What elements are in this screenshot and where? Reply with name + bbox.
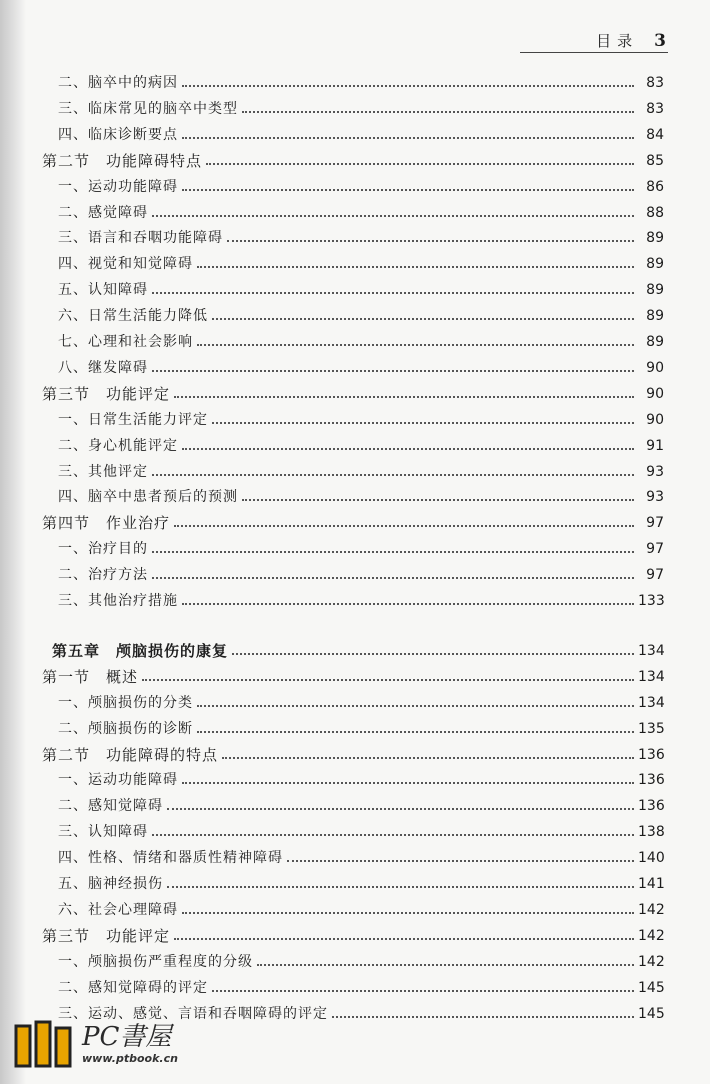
dot-leader bbox=[182, 448, 634, 450]
toc-entry bbox=[0, 819, 664, 841]
toc-entry bbox=[0, 433, 664, 455]
toc-entry-title: 三、其他评定 bbox=[58, 463, 148, 480]
toc-entry-page: 86 bbox=[646, 178, 664, 195]
toc-entry bbox=[0, 174, 664, 196]
dot-leader bbox=[152, 292, 634, 294]
toc-entry-title: 第二节 功能障碍的特点 bbox=[42, 745, 219, 764]
toc-entry-title: 一、颅脑损伤严重程度的分级 bbox=[58, 953, 253, 970]
dot-leader bbox=[182, 137, 634, 139]
toc-entry bbox=[0, 122, 664, 144]
toc-entry-title: 第四节 作业治疗 bbox=[42, 514, 171, 533]
toc-entry-title: 六、日常生活能力降低 bbox=[58, 308, 208, 325]
toc-entry-page: 89 bbox=[646, 308, 664, 325]
toc-entry-title: 第三节 功能评定 bbox=[42, 384, 171, 403]
toc-entry-page: 134 bbox=[638, 668, 665, 685]
dot-leader bbox=[287, 860, 634, 862]
toc-entry-title: 二、感觉障碍 bbox=[58, 204, 148, 221]
toc-entry-page: 145 bbox=[638, 1005, 665, 1022]
toc-entry-page: 97 bbox=[646, 541, 664, 558]
toc-entry-title: 四、性格、情绪和器质性精神障碍 bbox=[58, 850, 283, 867]
toc-entry-page: 134 bbox=[638, 642, 665, 659]
toc-entry bbox=[0, 975, 664, 997]
toc-entry-title: 三、语言和吞咽功能障碍 bbox=[58, 230, 223, 247]
toc-entry bbox=[0, 949, 664, 971]
dot-leader bbox=[167, 886, 634, 888]
toc-entry-page: 138 bbox=[638, 824, 665, 841]
toc-entry-title: 三、临床常见的脑卒中类型 bbox=[58, 100, 238, 117]
toc-entry-title: 一、治疗目的 bbox=[58, 541, 148, 558]
dot-leader bbox=[212, 990, 634, 992]
dot-leader bbox=[197, 705, 634, 707]
toc-entry bbox=[0, 251, 664, 273]
books-icon bbox=[14, 1018, 74, 1070]
toc-entry-title: 二、治疗方法 bbox=[58, 567, 148, 584]
toc-entry bbox=[0, 459, 664, 481]
toc-entry-title: 七、心理和社会影响 bbox=[58, 334, 193, 350]
toc-entry-page: 90 bbox=[646, 359, 664, 376]
dot-leader bbox=[182, 189, 634, 191]
toc-entry-page: 90 bbox=[646, 411, 664, 428]
dot-leader bbox=[242, 111, 634, 113]
toc-entry-title: 一、日常生活能力评定 bbox=[58, 411, 208, 428]
toc-entry-page: 89 bbox=[646, 282, 664, 299]
toc-entry-page: 142 bbox=[638, 901, 665, 918]
toc-entry-page: 134 bbox=[638, 694, 665, 711]
dot-leader bbox=[332, 1016, 634, 1018]
header-page-number: 3 bbox=[654, 31, 666, 51]
toc-entry bbox=[0, 871, 664, 893]
dot-leader bbox=[182, 912, 634, 914]
dot-leader bbox=[232, 653, 634, 655]
toc-entry bbox=[0, 716, 664, 738]
toc-section-entry bbox=[0, 381, 664, 403]
toc-entry-page: 93 bbox=[646, 489, 664, 506]
dot-leader bbox=[152, 577, 634, 579]
toc-entry bbox=[0, 225, 664, 247]
toc-entry bbox=[0, 70, 664, 92]
toc-entry-page: 83 bbox=[646, 75, 664, 91]
dot-leader bbox=[197, 731, 634, 733]
toc-entry-title: 第三节 功能评定 bbox=[42, 926, 171, 945]
toc-entry bbox=[0, 536, 664, 558]
toc-entry bbox=[0, 845, 664, 867]
toc-entry-title: 四、视觉和知觉障碍 bbox=[58, 256, 193, 273]
toc-entry-title: 二、身心机能评定 bbox=[58, 437, 178, 454]
toc-entry-page: 85 bbox=[646, 152, 664, 169]
toc-entry bbox=[0, 200, 664, 222]
toc-entry bbox=[0, 484, 664, 506]
dot-leader bbox=[197, 344, 634, 346]
dot-leader bbox=[167, 808, 634, 810]
toc-entry-page: 90 bbox=[646, 385, 664, 402]
toc-entry-title: 一、运动功能障碍 bbox=[58, 772, 178, 789]
toc-entry-title: 一、颅脑损伤的分类 bbox=[58, 694, 193, 711]
toc-entry-page: 145 bbox=[638, 979, 665, 996]
toc-entry-page: 140 bbox=[638, 850, 665, 867]
toc-entry-title: 二、感知觉障碍的评定 bbox=[58, 979, 208, 996]
toc-entry-title: 第二节 功能障碍特点 bbox=[42, 151, 203, 170]
toc-entry-page: 93 bbox=[646, 463, 664, 480]
toc-entry-page: 83 bbox=[646, 100, 664, 117]
dot-leader bbox=[197, 266, 634, 268]
toc-entry-title: 三、认知障碍 bbox=[58, 824, 148, 841]
toc-entry-page: 136 bbox=[638, 746, 665, 763]
dot-leader bbox=[174, 938, 634, 940]
toc-entry-page: 142 bbox=[638, 927, 665, 944]
toc-section-entry bbox=[0, 510, 664, 532]
toc-entry-page: 136 bbox=[638, 772, 665, 789]
dot-leader bbox=[242, 499, 634, 501]
dot-leader bbox=[142, 679, 634, 681]
toc-entry bbox=[0, 793, 664, 815]
toc-entry-page: 136 bbox=[638, 798, 665, 815]
toc-entry-page: 89 bbox=[646, 334, 664, 350]
toc-entry-title: 四、脑卒中患者预后的预测 bbox=[58, 489, 238, 506]
toc-entry bbox=[0, 407, 664, 429]
dot-leader bbox=[152, 551, 634, 553]
toc-entry bbox=[0, 329, 664, 351]
toc-entry-title: 二、颅脑损伤的诊断 bbox=[58, 720, 193, 737]
toc-entry-title: 八、继发障碍 bbox=[58, 359, 148, 376]
dot-leader bbox=[182, 85, 634, 87]
dot-leader bbox=[257, 964, 634, 966]
toc-entry-page: 89 bbox=[646, 230, 664, 247]
toc-chapter-entry bbox=[0, 638, 664, 660]
toc-entry-page: 97 bbox=[646, 567, 664, 584]
toc-entry-title: 三、其他治疗措施 bbox=[58, 593, 178, 609]
toc-entry bbox=[0, 588, 664, 610]
toc-entry bbox=[0, 690, 664, 712]
dot-leader bbox=[152, 215, 634, 217]
dot-leader bbox=[227, 240, 634, 242]
toc-entry-title: 六、社会心理障碍 bbox=[58, 901, 178, 918]
toc-entry-title: 四、临床诊断要点 bbox=[58, 126, 178, 143]
site-logo bbox=[14, 1014, 244, 1074]
toc-entry bbox=[0, 277, 664, 299]
toc-entry-title: 二、脑卒中的病因 bbox=[58, 75, 178, 91]
toc-entry-title: 五、脑神经损伤 bbox=[58, 876, 163, 892]
dot-leader bbox=[152, 370, 634, 372]
dot-leader bbox=[152, 474, 634, 476]
dot-leader bbox=[174, 396, 634, 398]
toc-entry-page: 84 bbox=[646, 126, 664, 143]
toc-section-entry bbox=[0, 923, 664, 945]
toc-entry-page: 89 bbox=[646, 256, 664, 273]
dot-leader bbox=[152, 834, 634, 836]
logo-url: www.ptbook.cn bbox=[82, 1052, 178, 1065]
toc-entry-page: 133 bbox=[638, 593, 665, 609]
toc-entry-title: 第五章 颅脑损伤的康复 bbox=[52, 641, 229, 660]
toc-entry bbox=[0, 767, 664, 789]
toc-entry-page: 91 bbox=[646, 437, 664, 454]
toc-entry-title: 二、感知觉障碍 bbox=[58, 798, 163, 815]
header-section-title: 目录 bbox=[596, 32, 639, 50]
toc-entry-page: 141 bbox=[638, 876, 665, 892]
dot-leader bbox=[182, 782, 634, 784]
toc-entry bbox=[0, 303, 664, 325]
toc-entry bbox=[0, 562, 664, 584]
toc-entry bbox=[0, 897, 664, 919]
toc-section-entry bbox=[0, 148, 664, 170]
dot-leader bbox=[212, 318, 634, 320]
toc-entry-page: 142 bbox=[638, 953, 665, 970]
logo-name: PC書屋 bbox=[82, 1022, 172, 1052]
toc-entry bbox=[0, 96, 664, 118]
toc-section-entry bbox=[0, 742, 664, 764]
toc-entry-title: 一、运动功能障碍 bbox=[58, 178, 178, 195]
dot-leader bbox=[182, 603, 634, 605]
toc-entry-title: 五、认知障碍 bbox=[58, 282, 148, 299]
dot-leader bbox=[174, 525, 634, 527]
toc-entry-page: 135 bbox=[638, 720, 665, 737]
dot-leader bbox=[222, 757, 634, 759]
toc-entry-page: 88 bbox=[646, 204, 664, 221]
toc-entry-title: 三、运动、感觉、言语和吞咽障碍的评定 bbox=[58, 1005, 328, 1022]
dot-leader bbox=[206, 163, 634, 165]
dot-leader bbox=[212, 422, 634, 424]
toc-section-entry bbox=[0, 664, 664, 686]
toc-entry bbox=[0, 355, 664, 377]
toc-entry-page: 97 bbox=[646, 515, 664, 532]
toc-entry-title: 第一节 概述 bbox=[42, 667, 139, 686]
